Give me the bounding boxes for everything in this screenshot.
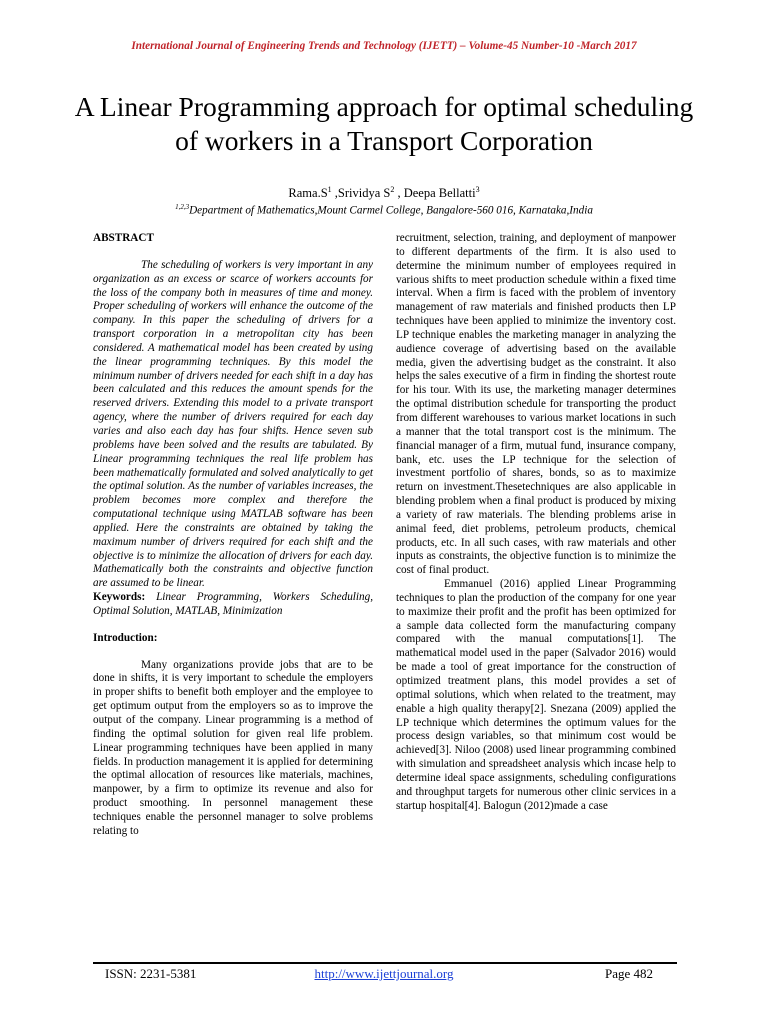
- abstract-body: The scheduling of workers is very important in any organization as an excess or scarce of workers accounts for the loss of the company both in measures of time and money. Proper scheduling of workers will enhance the outcome of the company. In this paper the scheduling of drivers for a transport corporation in a metropolitan city has been considered. A mathematical model has been created by using the linear programming techniques. By this model the minimum number of drivers needed for each shift in a day has been calculated and this reduces the amount spends for the reserved drivers. Extending this model to a private transport agency, where the number of drivers required for each day varies and also each day has four shifts. Hence seven sub problems have been solved and the results are tabulated. By Linear programming techniques the real life problem has been mathematically formulated and solved analytically to get the optimal solution. As the number of variables increases, the problem becomes more complex and therefore the computational technique using MATLAB software has been applied. Here the constraints are obtained by taking the maximum number of drivers required for each shift and the objective is to minimize the allocation of drivers for each day. Mathematically both the constraints and objective function are assumed to be linear.: [93, 258, 373, 590]
- affiliation-sup: 1,2,3: [175, 203, 190, 211]
- affiliation-text: Department of Mathematics,Mount Carmel College, Bangalore-560 016, Karnataka,India: [189, 204, 593, 217]
- right-column: [396, 232, 676, 813]
- keywords-label: Keywords:: [93, 591, 146, 604]
- author-sup: 1: [327, 185, 332, 194]
- left-column: [93, 232, 373, 839]
- author-sup: 3: [475, 185, 480, 194]
- introduction-body: Many organizations provide jobs that are to be done in shifts, it is very important to schedule the employers in proper shifts to benefit both employer and the employee to get optimum output from the employers so as to improve the output of the company. Linear programming is a method of finding the optimal solution for given real life problem. Linear programming techniques have been applied in many fields. In production management it is applied for determining the optimal allocation of resources like materials, machines, manpower, by a firm to optimize its revenue and also for product smoothing. In personnel management these techniques enable the personnel manager to solve problems relating to: [93, 658, 373, 837]
- introduction-heading: Introduction:: [93, 631, 158, 644]
- author-sup: 2: [390, 185, 395, 194]
- journal-header: International Journal of Engineering Trends and Technology (IJETT) – Volume-45 Number-10 -March 2017: [131, 40, 637, 52]
- footer-url-link[interactable]: http://www.ijettjournal.org: [314, 966, 454, 981]
- right-paragraph-2: Emmanuel (2016) applied Linear Programming techniques to plan the production of the company for one year to maximize their profit and the profit has been optimized for a sample data collected form the manufacturing company compared with the manual computations[1]. The mathematical model used in the paper (Salvador 2016) would be made a tool of great importance for the construction of optimized treatment plans, this model provides a set of optimal solutions, which when related to the treatment, may enable a high quality therapy[2]. Snezana (2009) applied the LP technique which determines the optimum values for the process design variables, so that minimum cost would be achieved[3]. Niloo (2008) used linear programming combined with simulation and spreadsheet analysis which incase help to determine ideal space assignments, scheduling configurations and throughput targets for numerous other clinic services in a startup hospital[4]. Balogun (2012)made a case: [396, 578, 676, 812]
- abstract-heading: ABSTRACT: [93, 232, 154, 244]
- keywords: [93, 591, 373, 619]
- author-name: , Deepa Bellatti: [394, 186, 476, 201]
- author-list: [0, 185, 768, 201]
- author-name: Rama.S: [288, 186, 328, 201]
- affiliation: [0, 203, 768, 217]
- right-paragraph-1: recruitment, selection, training, and deployment of manpower to different departments of the firm. It is also used to determine the minimum number of employees required in various shifts to meet production schedule within a fixed time interval. When a firm is faced with the problem of inventory management of raw materials and finished products then LP techniques have been applied to minimize the inventory cost. LP technique enables the marketing manager in analyzing the audience coverage of advertising based on the available media, given the advertising budget as the constraint. It also helps the sales executive of a firm in finding the shortest route for his tour. With its use, the marketing manager determines the optimal distribution schedule for transporting the product from different warehouses to various market locations in such a manner that the total transport cost is the minimum. The financial manager of a firm, mutual fund, insurance company, bank, etc. uses the LP technique for the selection of investment portfolio of shares, bonds, so as to maximize return on investment.Thesetechniques are also applicable in blending problem when a final product is produced by mixing a variety of raw materials. The blending problems arise in animal feed, diet problems, petroleum products, chemical products, etc. In all such cases, with raw materials and other inputs as constraints, the objective function is to minimize the cost of final product.: [396, 232, 676, 577]
- footer-rule: [93, 962, 677, 964]
- paper-title: A Linear Programming approach for optimal scheduling of workers in a Transport Corporation: [74, 91, 694, 156]
- keywords-text: Linear Programming, Workers Scheduling, Optimal Solution, MATLAB, Minimization: [93, 591, 373, 617]
- author-name: ,Srividya S: [331, 186, 391, 201]
- footer-issn: ISSN: 2231-5381: [105, 966, 197, 981]
- footer-page-number: Page 482: [605, 966, 654, 981]
